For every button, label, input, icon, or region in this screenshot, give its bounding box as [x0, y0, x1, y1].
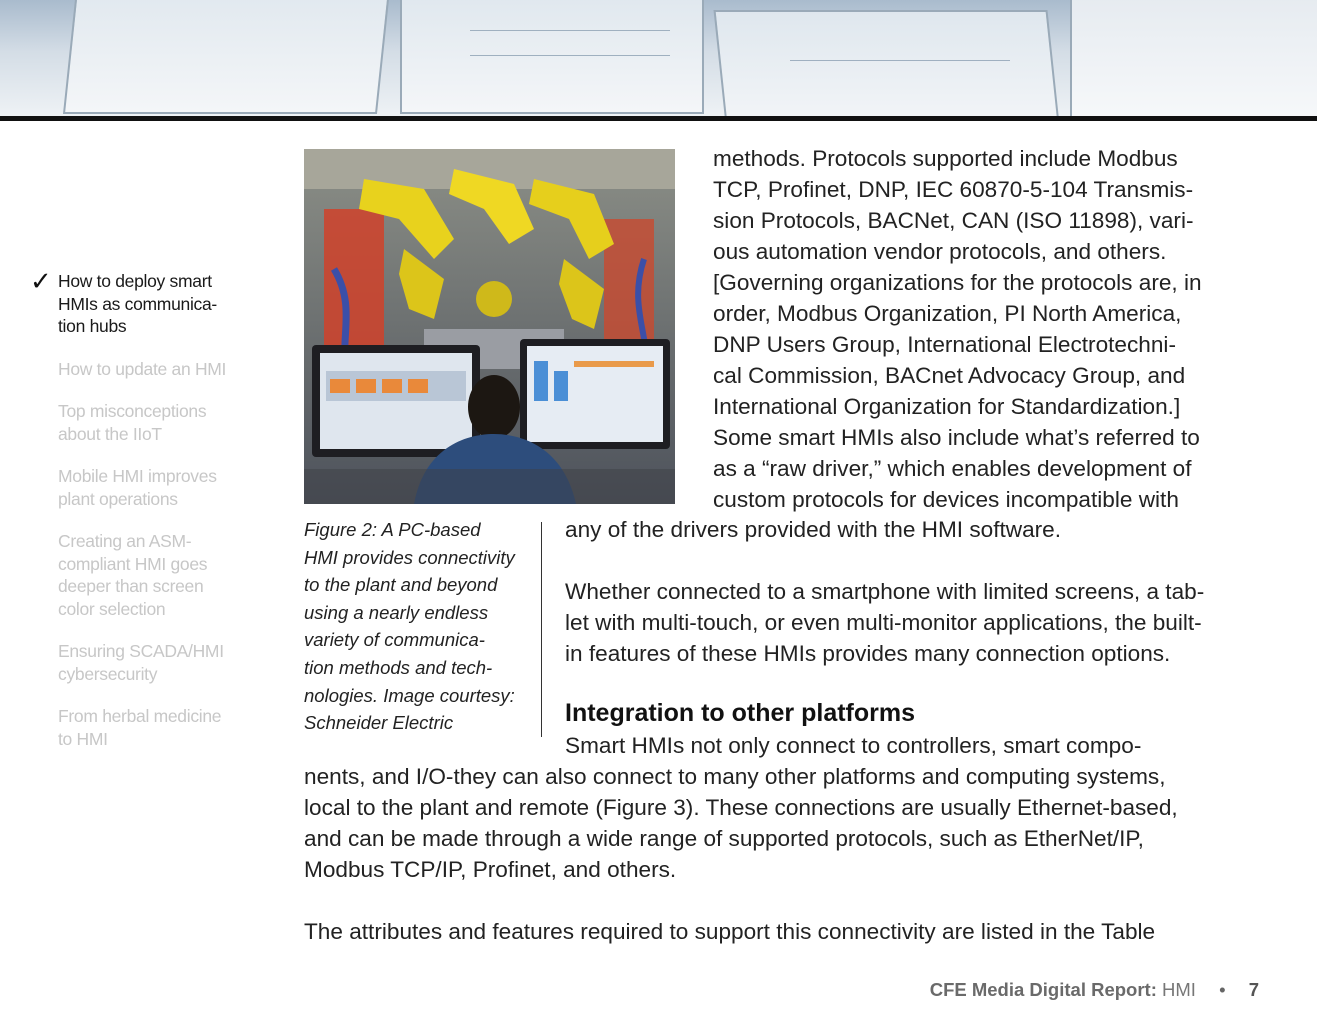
footer-bullet: • — [1219, 979, 1226, 1000]
banner-screen-image — [713, 10, 1060, 116]
sidebar-item-label: Creating an ASM- compliant HMI goes deeper than screen color selection — [58, 531, 208, 619]
body-paragraph-protocols: methods. Protocols supported include Modbus TCP, Profinet, DNP, IEC 60870-5-104 Transmis- sion Protocols, BACNet, CAN (ISO 11898), vari- ous automation vendor protocols, and others. [Governing organizations for the protocols are, in order, Modbus Organization, PI North America, DNP Users Group, International Electrotechni- cal Commission, BACnet Advocacy Group, and International Organization for Standardization.] Some smart HMIs also include what’s referred to as a “raw driver,” which enables development of custom protocols for devices incompatible with — [713, 146, 1202, 512]
banner-screen-image — [1070, 0, 1317, 116]
figure-caption: Figure 2: A PC-based HMI provides connectivity to the plant and beyond using a nearly endless variety of communica- tion methods and tech- nologies. Image courtesy: Schneider Electric — [304, 519, 515, 734]
figure-photo — [304, 149, 675, 504]
sidebar-item-label: Ensuring SCADA/HMI cybersecurity — [58, 641, 224, 684]
section-heading: Integration to other platforms — [565, 699, 915, 727]
banner-decor — [470, 55, 670, 56]
sidebar-item-scada-cybersecurity[interactable] — [30, 640, 245, 685]
banner-screen-image — [63, 0, 391, 114]
sidebar-item-label: From herbal medicine to HMI — [58, 706, 222, 749]
page-footer — [930, 979, 1259, 1001]
sidebar-item-label: How to update an HMI — [58, 358, 227, 379]
body-paragraph-integration: Smart HMIs not only connect to controllers, smart compo- nents, and I/O-they can also connect to many other platforms and computing systems, local to the plant and remote (Figure 3). These connections are usually Ethernet-based, and can be made through a wide range of supported protocols, such as EtherNet/IP, Modbus TCP/IP, Profinet, and others. The attributes and features required to support this connectivity are listed in the Table — [304, 733, 1178, 944]
banner-decor — [790, 60, 1010, 61]
caption-divider — [541, 522, 542, 737]
header-banner — [0, 0, 1317, 116]
sidebar-item-deploy-smart-hmis[interactable] — [30, 266, 245, 338]
sidebar-item-update-hmi[interactable] — [30, 358, 245, 381]
sidebar-item-label: How to deploy smart HMIs as communica- tion hubs — [58, 271, 217, 336]
sidebar-nav — [30, 266, 245, 770]
banner-screen-image — [400, 0, 704, 114]
sidebar-item-label: Top misconceptions about the IIoT — [58, 401, 207, 444]
sidebar-item-label: Mobile HMI improves plant operations — [58, 466, 217, 509]
checkmark-icon: ✓ — [30, 266, 52, 296]
footer-topic: HMI — [1162, 979, 1196, 1000]
factory-robots-illustration — [304, 149, 675, 504]
banner-decor — [470, 30, 670, 31]
sidebar-item-herbal-medicine[interactable] — [30, 705, 245, 750]
sidebar-item-mobile-hmi[interactable] — [30, 465, 245, 510]
header-rule — [0, 116, 1317, 121]
sidebar-item-misconceptions-iiot[interactable] — [30, 400, 245, 445]
page-number: 7 — [1248, 979, 1259, 1000]
sidebar-item-asm-compliant-hmi[interactable] — [30, 530, 245, 620]
footer-publication: CFE Media Digital Report: — [929, 979, 1157, 1000]
body-paragraph-connectivity: any of the drivers provided with the HMI software. Whether connected to a smartphone with limited screens, a tab- let with multi-touch, or even multi-monitor applications, the built- in features of these HMIs provides many connection options. — [565, 517, 1205, 666]
